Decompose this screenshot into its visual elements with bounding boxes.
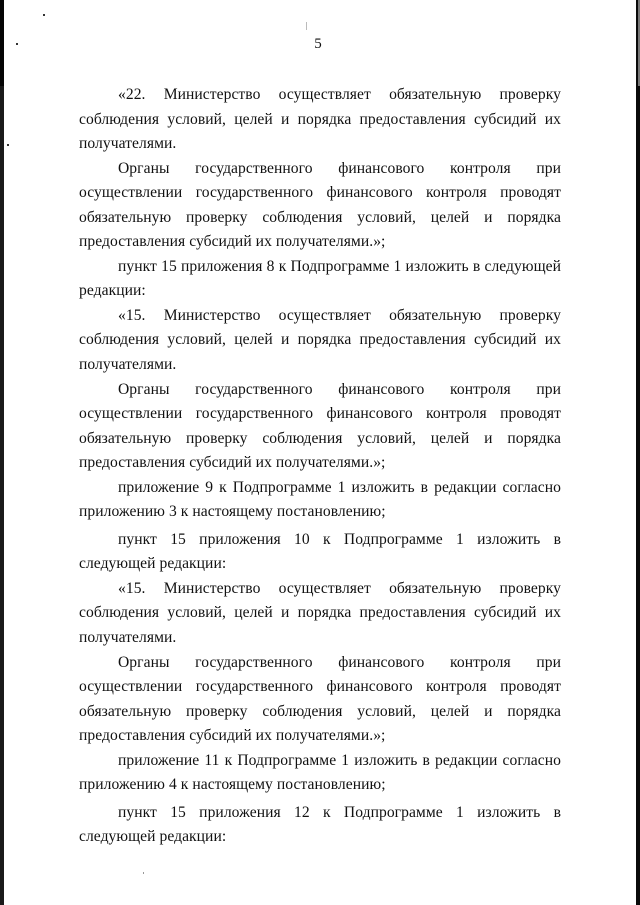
paragraph-clause-22-ministry: «22. Министерство осуществляет обязательную проверку соблюдения условий, целей и порядка предоставления субсидий их получателями. (79, 86, 561, 153)
paragraph-financial-control-bodies: Органы государственного финансового контроля при осуществлении государственного финансового контроля проводят обязательную проверку соблюдения условий, целей и порядка предоставления субсидий их получателями.»; (79, 653, 561, 745)
paragraph-amend-appendix-11: приложение 11 к Подпрограмме 1 изложить в редакции согласно приложению 4 к настоящему постановлению; (79, 751, 561, 794)
scan-border-right (636, 0, 640, 905)
paragraph-clause-15-ministry: «15. Министерство осуществляет обязательную проверку соблюдения условий, целей и порядка предоставления субсидий их получателями. (79, 306, 561, 374)
paragraph-amend-appendix-8: пункт 15 приложения 8 к Подпрограмме 1 изложить в следующей редакции: (79, 257, 561, 300)
document-body (79, 83, 561, 850)
scan-speck (143, 872, 144, 874)
scan-speck (7, 144, 9, 146)
paragraph-clause-15-ministry: «15. Министерство осуществляет обязательную проверку соблюдения условий, целей и порядка предоставления субсидий их получателями. (79, 579, 561, 647)
page-number (0, 34, 640, 54)
paragraph-financial-control-bodies: Органы государственного финансового контроля при осуществлении государственного финансового контроля проводят обязательную проверку соблюдения условий, целей и порядка предоставления субсидий их получателями.»; (79, 159, 561, 251)
page-number-text: 5 (314, 36, 322, 52)
paragraph-financial-control-bodies: Органы государственного финансового контроля при осуществлении государственного финансового контроля проводят обязательную проверку соблюдения условий, целей и порядка предоставления субсидий их получателями.»; (79, 380, 561, 472)
scan-mark (306, 22, 307, 30)
paragraph-amend-appendix-9: приложение 9 к Подпрограмме 1 изложить в редакции согласно приложению 3 к настоящему постановлению; (79, 478, 561, 521)
paragraph-amend-appendix-10: пункт 15 приложения 10 к Подпрограмме 1 изложить в следующей редакции: (79, 530, 561, 573)
paragraph-amend-appendix-12: пункт 15 приложения 12 к Подпрограмме 1 изложить в следующей редакции: (79, 803, 561, 846)
scan-border-left (0, 0, 4, 905)
scan-speck (43, 14, 45, 16)
